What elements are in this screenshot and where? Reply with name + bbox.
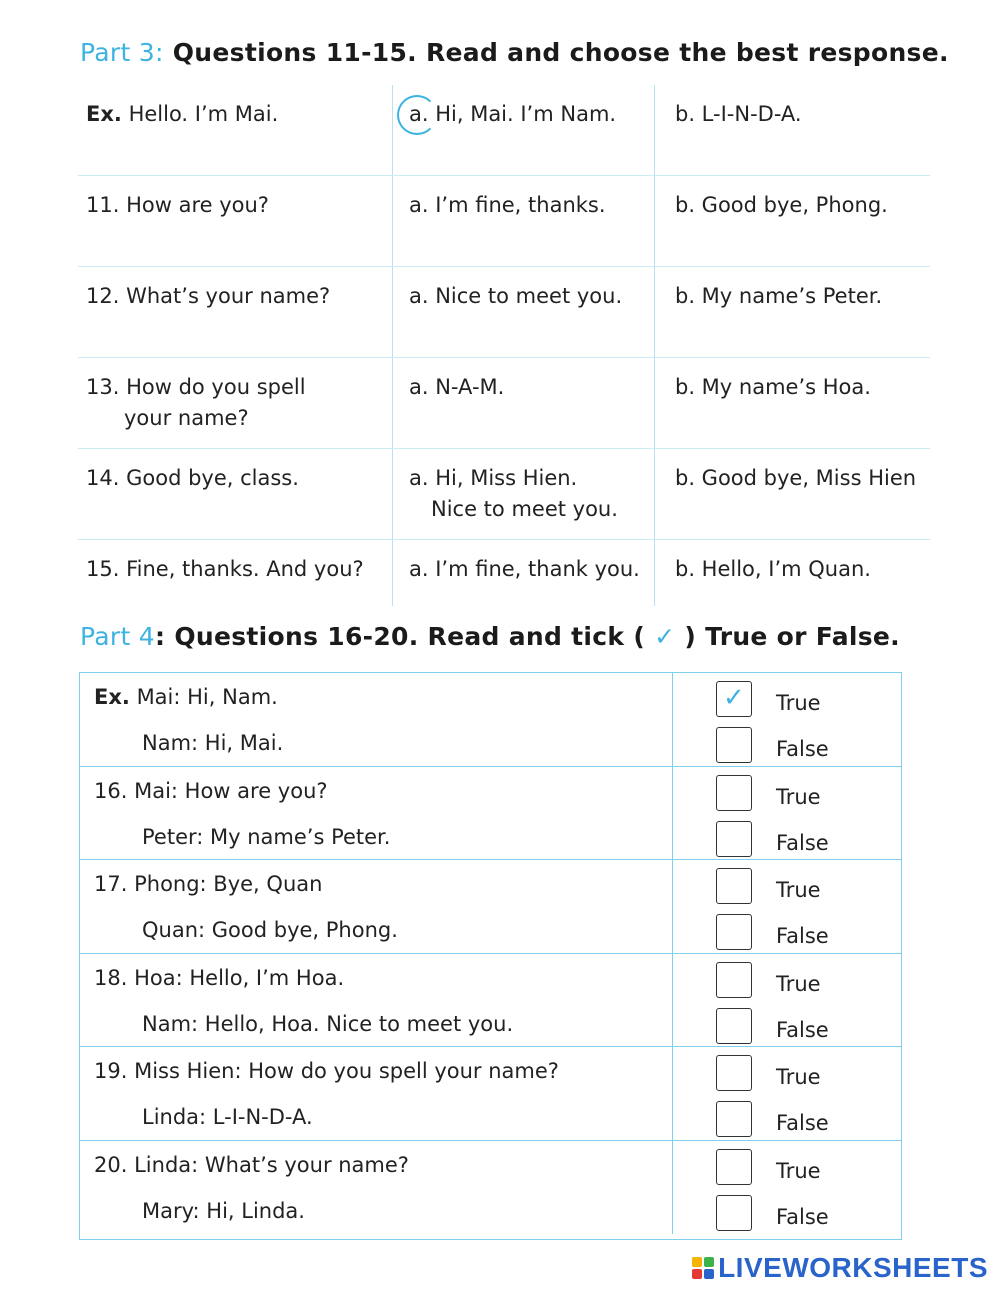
question-cell — [86, 176, 386, 266]
false-label: False — [776, 924, 829, 948]
true-label: True — [776, 691, 821, 715]
option-a[interactable] — [392, 540, 654, 606]
question-number: 20. — [94, 1152, 128, 1177]
part4-row-18 — [80, 954, 901, 1048]
dialogue-cell — [80, 767, 673, 860]
part3-label: Part 3: — [80, 38, 164, 67]
dialogue-cell — [80, 673, 673, 766]
option-b-text: b. L-I-N-D-A. — [675, 102, 802, 126]
true-label: True — [776, 878, 821, 902]
option-a[interactable] — [392, 358, 654, 448]
part4-row-19 — [80, 1047, 901, 1141]
liveworksheets-logo — [692, 1252, 988, 1284]
dialogue-line-2: Nam: Hello, Hoa. Nice to meet you. — [142, 1011, 514, 1036]
true-checkbox[interactable] — [716, 868, 752, 904]
dialogue-cell — [80, 1047, 673, 1140]
option-b[interactable] — [654, 449, 930, 539]
question-number: 13. — [86, 375, 120, 399]
question-number: 11. — [86, 193, 120, 217]
part3-instructions: Questions 11-15. Read and choose the best response. — [172, 38, 949, 67]
false-label: False — [776, 1111, 829, 1135]
question-text-continued: your name? — [124, 406, 249, 430]
question-text: Good bye, class. — [126, 466, 299, 490]
logo-icon — [692, 1257, 714, 1279]
dialogue-cell — [80, 1141, 673, 1235]
dialogue-line-2: Linda: L-I-N-D-A. — [142, 1105, 313, 1129]
dialogue-cell — [80, 954, 673, 1047]
question-cell — [86, 358, 386, 448]
option-b[interactable] — [654, 176, 930, 266]
example-label: Ex. — [86, 102, 122, 126]
false-label: False — [776, 830, 829, 855]
dialogue-cell — [80, 860, 673, 953]
question-text: Hello. I’m Mai. — [128, 102, 279, 126]
question-number: 17. — [94, 872, 128, 896]
question-cell — [86, 85, 386, 175]
dialogue-text: Phong: Bye, Quan — [134, 872, 323, 896]
dialogue-line-1 — [94, 685, 278, 709]
question-number: 15. — [86, 557, 120, 581]
true-label: True — [776, 1065, 821, 1089]
part4-row-example — [80, 673, 901, 767]
option-b[interactable] — [654, 540, 930, 606]
dialogue-text: Mai: Hi, Nam. — [136, 685, 278, 709]
part4-table — [79, 672, 902, 1240]
false-checkbox[interactable] — [716, 1101, 752, 1137]
part4-title — [80, 622, 900, 651]
example-label: Ex. — [94, 685, 130, 709]
false-checkbox[interactable] — [716, 914, 752, 950]
part4-row-20 — [80, 1141, 901, 1235]
part3-row-13 — [78, 358, 930, 449]
dialogue-line-2: Quan: Good bye, Phong. — [142, 918, 398, 942]
part4-row-16 — [80, 767, 901, 861]
option-b[interactable] — [654, 267, 930, 357]
dialogue-line-2: Mary: Hi, Linda. — [142, 1198, 305, 1223]
part3-title — [80, 38, 949, 67]
tick-icon: ✓ — [654, 622, 676, 651]
question-cell — [86, 449, 386, 539]
option-a-text: a. I’m fine, thank you. — [409, 557, 640, 581]
part3-row-example — [78, 85, 930, 176]
dialogue-line-1 — [94, 872, 322, 896]
true-checkbox[interactable] — [716, 681, 752, 717]
part3-grid — [78, 85, 930, 606]
question-number: 14. — [86, 466, 120, 490]
dialogue-line-1 — [94, 779, 328, 803]
option-b-text: b. Good bye, Phong. — [675, 193, 888, 217]
option-b-text: b. My name’s Hoa. — [675, 375, 871, 399]
check-icon: ✓ — [723, 683, 745, 713]
part4-instructions-end: ) True or False. — [684, 622, 900, 651]
option-a[interactable] — [392, 85, 654, 175]
dialogue-text: Mai: How are you? — [134, 778, 328, 803]
part3-row-15 — [78, 540, 930, 606]
false-label: False — [776, 1204, 829, 1229]
question-text: What’s your name? — [126, 284, 331, 308]
part3-row-12 — [78, 267, 930, 358]
option-a-text-continued: Nice to meet you. — [431, 497, 618, 521]
true-checkbox[interactable] — [716, 1055, 752, 1091]
true-checkbox[interactable] — [716, 775, 752, 811]
answer-circle-icon — [397, 95, 437, 135]
question-text: How do you spell — [126, 375, 306, 399]
question-number: 18. — [94, 965, 128, 990]
false-label: False — [776, 737, 829, 761]
question-text: Fine, thanks. And you? — [126, 557, 364, 581]
option-b-text: b. Good bye, Miss Hien — [675, 466, 917, 490]
option-b-text: b. Hello, I’m Quan. — [675, 557, 871, 581]
true-label: True — [776, 1158, 821, 1183]
part3-row-14 — [78, 449, 930, 540]
option-a-text: a. Nice to meet you. — [409, 284, 623, 308]
logo-text: LIVEWORKSHEETS — [718, 1252, 988, 1283]
false-checkbox[interactable] — [716, 1195, 752, 1231]
option-b[interactable] — [654, 358, 930, 448]
part4-row-17 — [80, 860, 901, 954]
question-number: 12. — [86, 284, 120, 308]
part4-label: Part 4 — [80, 622, 156, 651]
question-cell — [86, 540, 386, 606]
dialogue-line-1 — [94, 1059, 559, 1083]
question-cell — [86, 267, 386, 357]
option-a-text: a. Hi, Miss Hien. — [409, 466, 578, 490]
option-a[interactable] — [392, 449, 654, 539]
dialogue-line-1 — [94, 966, 344, 990]
option-a-text: a. Hi, Mai. I’m Nam. — [409, 102, 617, 126]
dialogue-text: Linda: What’s your name? — [134, 1152, 409, 1177]
question-number: 16. — [94, 778, 128, 803]
option-a-text: a. I’m fine, thanks. — [409, 193, 606, 217]
option-a[interactable] — [392, 176, 654, 266]
false-checkbox[interactable] — [716, 1008, 752, 1044]
dialogue-line-1 — [94, 1153, 409, 1177]
question-text: How are you? — [126, 193, 269, 217]
false-checkbox[interactable] — [716, 727, 752, 763]
part4-instructions-start: : Questions 16-20. Read and tick ( — [155, 622, 646, 651]
option-a[interactable] — [392, 267, 654, 357]
dialogue-line-2: Nam: Hi, Mai. — [142, 731, 284, 755]
dialogue-line-2: Peter: My name’s Peter. — [142, 824, 391, 849]
option-a-text: a. N-A-M. — [409, 375, 505, 399]
question-number: 19. — [94, 1059, 128, 1083]
true-label: True — [776, 784, 821, 809]
option-b[interactable] — [654, 85, 930, 175]
dialogue-text: Miss Hien: How do you spell your name? — [134, 1059, 559, 1083]
false-checkbox[interactable] — [716, 821, 752, 857]
option-b-text: b. My name’s Peter. — [675, 284, 883, 308]
part3-row-11 — [78, 176, 930, 267]
true-checkbox[interactable] — [716, 962, 752, 998]
false-label: False — [776, 1017, 829, 1042]
true-label: True — [776, 971, 821, 996]
true-checkbox[interactable] — [716, 1149, 752, 1185]
dialogue-text: Hoa: Hello, I’m Hoa. — [134, 965, 345, 990]
